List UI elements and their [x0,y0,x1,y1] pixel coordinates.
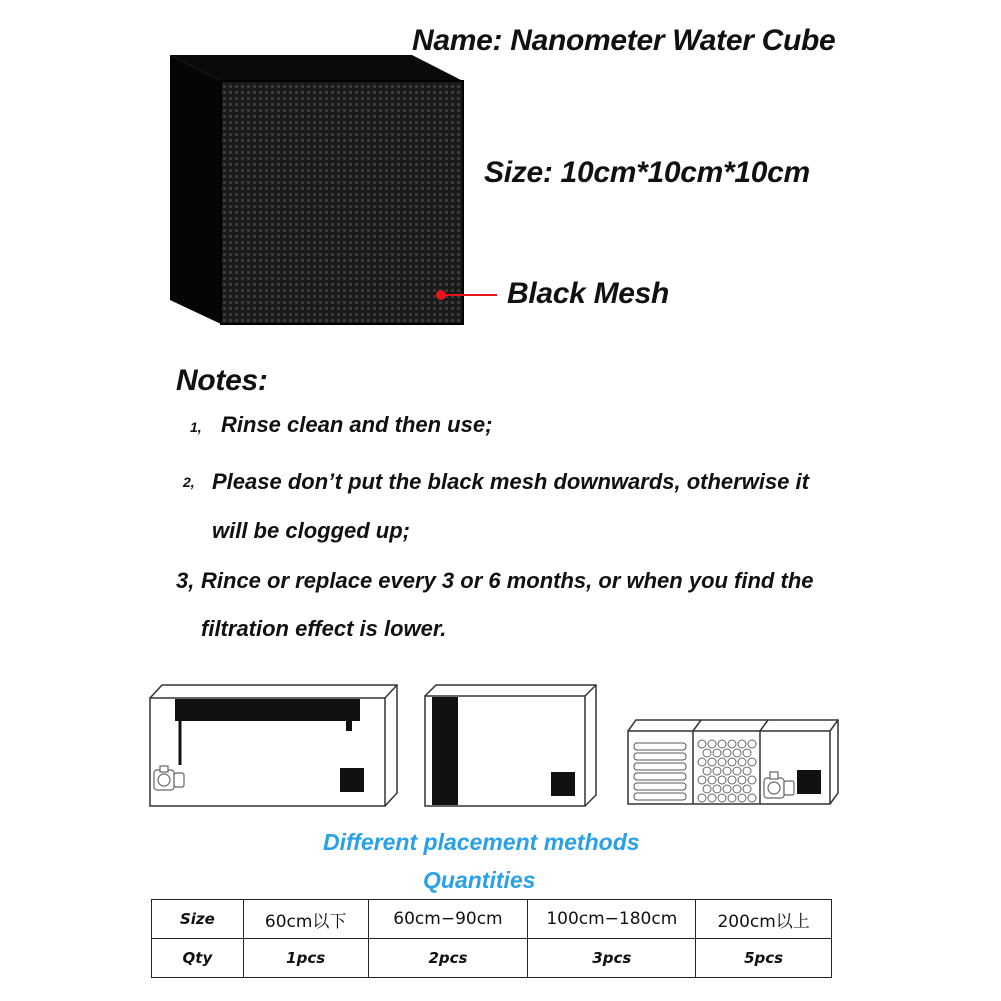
note-1-number: 1, [190,419,202,435]
note-3-text-line2: filtration effect is lower. [201,616,447,641]
black-mesh-label: Black Mesh [507,277,670,310]
table-cell-size: 60cm−90cm [368,900,528,939]
note-2-number: 2, [183,474,195,490]
quantities-table [151,899,832,978]
note-2-text-line1: Please don’t put the black mesh downwards, otherwise it [212,469,809,494]
table-row-size [152,900,832,939]
table-cell-qty: 3pcs [528,939,696,978]
placement-caption: Different placement methods [323,829,640,855]
table-cell-size-header: Size [152,900,244,939]
note-2-text-line2: will be clogged up; [212,518,410,543]
quantities-heading: Quantities [423,867,536,893]
note-3-number: 3, [176,568,195,593]
table-cell-qty-header: Qty [152,939,244,978]
product-size: Size: 10cm*10cm*10cm [484,156,810,189]
note-3-text-line1: Rince or replace every 3 or 6 months, or when you find the [201,568,814,593]
product-name: Name: Nanometer Water Cube [412,24,836,57]
table-cell-size: 100cm−180cm [528,900,696,939]
table-cell-qty: 5pcs [696,939,832,978]
notes-heading: Notes: [176,364,268,397]
table-cell-size: 60cm以下 [243,900,368,939]
table-cell-qty: 1pcs [243,939,368,978]
table-row-qty [152,939,832,978]
note-1-text: Rinse clean and then use; [221,412,493,437]
table-cell-size: 200cm以上 [696,900,832,939]
table-cell-qty: 2pcs [368,939,528,978]
